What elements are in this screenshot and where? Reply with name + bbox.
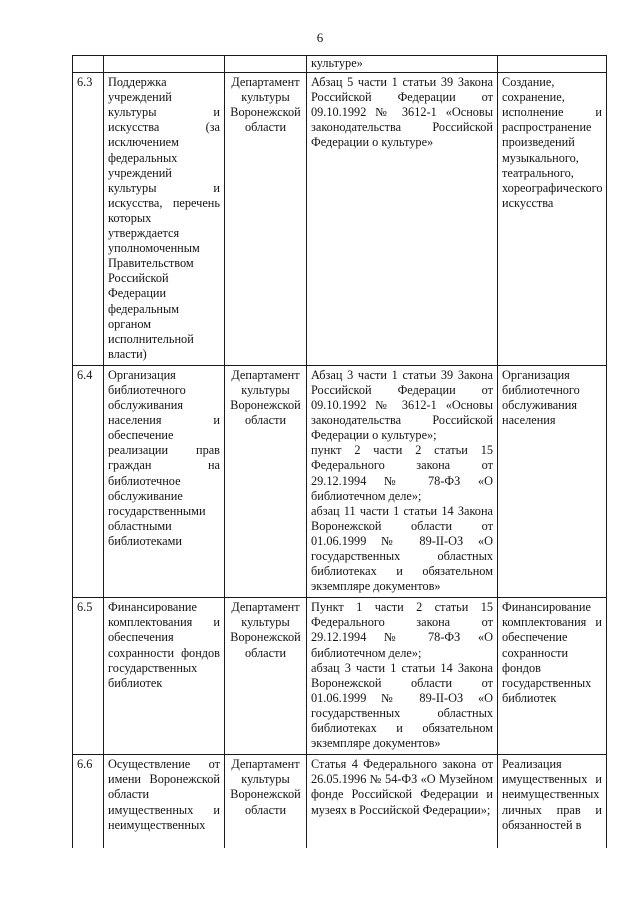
cell-name: Осуществление от имени Воронежской области имущественных и неимущественных bbox=[104, 755, 225, 849]
cell-basis bbox=[307, 755, 498, 849]
basis-paragraph: Абзац 3 части 1 статьи 39 Закона Российской Федерации от 09.10.1992 № 3612-1 «Основы законодательства Российской Федерации о культуре»; bbox=[311, 367, 493, 443]
cell-org: Департамент культуры Воронежской области bbox=[225, 755, 307, 849]
cell-basis bbox=[307, 598, 498, 755]
cell-num bbox=[73, 56, 104, 73]
basis-paragraph: абзац 11 части 1 статьи 14 Закона Воронежской области от 01.06.1999 № 89-II-ОЗ «О государственных областных библиотеках и обязательном экземпляре документов» bbox=[311, 503, 493, 594]
cell-basis bbox=[307, 365, 498, 597]
cell-basis bbox=[307, 73, 498, 366]
cell-name bbox=[104, 56, 225, 73]
basis-paragraph: Статья 4 Федерального закона от 26.05.1996 № 54-ФЗ «О Музейном фонде Российской Федерации и музеях в Российской Федерации»; bbox=[311, 757, 493, 817]
cell-name: Организация библиотечного обслуживания населения и обеспечение реализации прав граждан на библиотечное обслуживание государственными областными библиотеками bbox=[104, 365, 225, 597]
cell-purpose bbox=[498, 56, 607, 73]
cell-org: Департамент культуры Воронежской области bbox=[225, 598, 307, 755]
table-row bbox=[73, 73, 607, 366]
cell-num: 6.4 bbox=[73, 365, 104, 597]
page-number: 6 bbox=[316, 30, 324, 45]
cell-org: Департамент культуры Воронежской области bbox=[225, 365, 307, 597]
table-row bbox=[73, 365, 607, 597]
cell-name: Финансирование комплектования и обеспечения сохранности фондов государственных библиотек bbox=[104, 598, 225, 755]
cell-purpose: Финансирование комплектования и обеспечение сохранности фондов государственных библиотек bbox=[498, 598, 607, 755]
cell-num: 6.5 bbox=[73, 598, 104, 755]
basis-paragraph: Пункт 1 части 2 статьи 15 Федерального закона от 29.12.1994 № 78-ФЗ «О библиотечном деле»; bbox=[311, 600, 493, 660]
cell-org: Департамент культуры Воронежской области bbox=[225, 73, 307, 366]
table-row bbox=[73, 598, 607, 755]
cell-purpose: Реализация имущественных и неимущественных личных прав и обязанностей в bbox=[498, 755, 607, 849]
cell-org bbox=[225, 56, 307, 73]
competence-table bbox=[72, 55, 607, 848]
cell-num: 6.3 bbox=[73, 73, 104, 366]
cell-name: Поддержка учреждений культуры и искусства (за исключением федеральных учреждений культуры и искусства, перечень которых утверждается уполномоченным Правительством Российской Федерации федеральным органом исполнительной власти) bbox=[104, 73, 225, 366]
table-row bbox=[73, 755, 607, 849]
cell-purpose: Создание, сохранение, исполнение и распространение произведений музыкального, театрального, хореографического искусства bbox=[498, 73, 607, 366]
table-row-continuation bbox=[73, 56, 607, 73]
basis-paragraph: Абзац 5 части 1 статьи 39 Закона Российской Федерации от 09.10.1992 № 3612-1 «Основы законодательства Российской Федерации о культуре» bbox=[311, 75, 493, 150]
basis-paragraph: пункт 2 части 2 статьи 15 Федерального закона от 29.12.1994 № 78-ФЗ «О библиотечном деле»; bbox=[311, 443, 493, 503]
basis-paragraph: абзац 3 части 1 статьи 14 Закона Воронежской области от 01.06.1999 № 89-II-ОЗ «О государственных областных библиотеках и обязательном экземпляре документов» bbox=[311, 660, 493, 751]
cell-basis: культуре» bbox=[307, 56, 498, 73]
cell-num: 6.6 bbox=[73, 755, 104, 849]
cell-purpose: Организация библиотечного обслуживания населения bbox=[498, 365, 607, 597]
